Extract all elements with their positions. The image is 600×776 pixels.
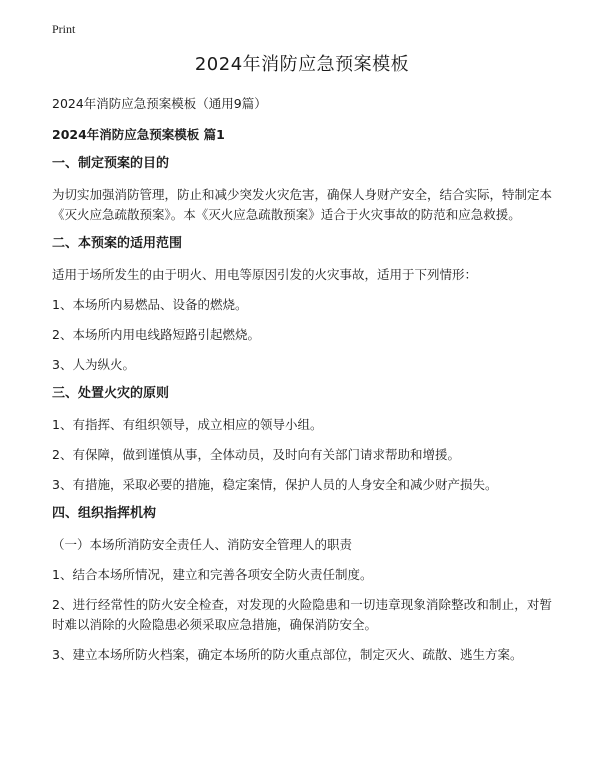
article-title: 2024年消防应急预案模板 篇1 [52,127,225,142]
paragraph: 适用于场所发生的由于明火、用电等原因引发的火灾事故，适用于下列情形： [52,267,478,282]
paragraph: （一）本场所消防安全责任人、消防安全管理人的职责 [52,537,353,552]
section-principles [52,385,552,495]
section-scope [52,235,552,375]
section-heading: 二、本预案的适用范围 [52,236,183,251]
document-title: 2024年消防应急预案模板 [194,54,410,75]
list-item: 1、有指挥、有组织领导，成立相应的领导小组。 [52,417,323,432]
list-item: 1、结合本场所情况，建立和完善各项安全防火责任制度。 [52,567,373,582]
list-item: 2、进行经常性的防火安全检查，对发现的火险隐患和一切违章现象消除整改和制止，对暂时难以消除的火险隐患必须采取应急措施，确保消防安全。 [52,597,552,632]
list-item: 1、本场所内易燃品、设备的燃烧。 [52,297,248,312]
list-item: 2、本场所内用电线路短路引起燃烧。 [52,327,260,342]
section-heading: 三、处置火灾的原则 [52,386,170,401]
section-organization [52,505,552,665]
print-label[interactable]: Print [52,22,76,36]
list-item: 2、有保障，做到谨慎从事，全体动员，及时向有关部门请求帮助和增援。 [52,447,460,462]
paragraph: 为切实加强消防管理，防止和减少突发火灾危害，确保人身财产安全，结合实际，特制定本《灭火应急疏散预案》。本《灭火应急疏散预案》适合于火灾事故的防范和应急救援。 [52,187,553,222]
list-item: 3、人为纵火。 [52,357,135,372]
document-subtitle: 2024年消防应急预案模板（通用9篇） [52,96,267,111]
document-body [52,52,552,675]
list-item: 3、建立本场所防火档案，确定本场所的防火重点部位，制定灭火、疏散、逃生方案。 [52,647,523,662]
section-heading: 四、组织指挥机构 [52,506,157,521]
section-heading: 一、制定预案的目的 [52,156,170,171]
section-purpose [52,155,552,225]
list-item: 3、有措施，采取必要的措施，稳定案情，保护人员的人身安全和减少财产损失。 [52,477,498,492]
